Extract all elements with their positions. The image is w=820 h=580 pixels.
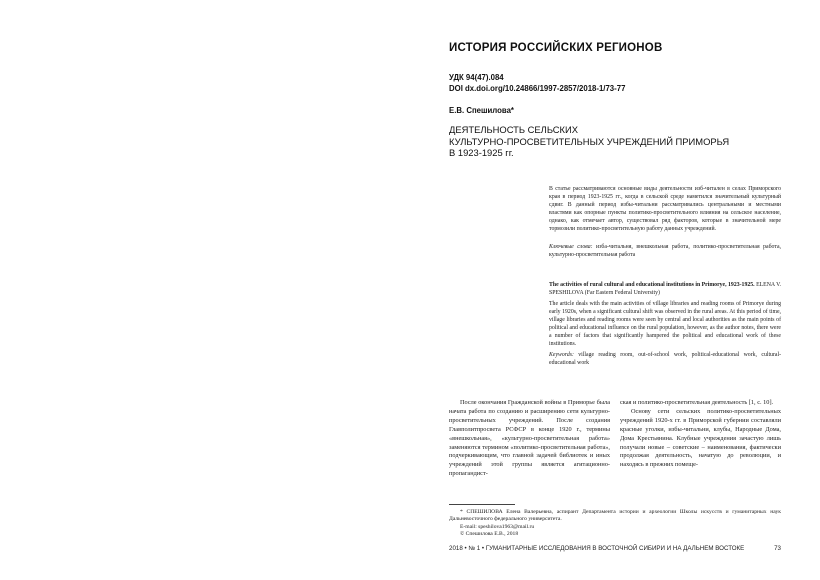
english-title-block <box>549 281 781 297</box>
keywords-en-label: Keywords: <box>549 352 574 358</box>
title-line: ДЕЯТЕЛЬНОСТЬ СЕЛЬСКИХ <box>449 124 579 135</box>
title-line: КУЛЬТУРНО-ПРОСВЕТИТЕЛЬНЫХ УЧРЕЖДЕНИЙ ПРИМОРЬЯ <box>449 135 730 147</box>
english-author: ELENA V. SPESHILOVA (Far Eastern Federal University) <box>549 282 781 296</box>
keywords-en <box>549 351 781 367</box>
section-rubric: ИСТОРИЯ РОССИЙСКИХ РЕГИОНОВ <box>449 42 663 54</box>
article-title <box>449 124 729 159</box>
author-footnote <box>449 509 781 538</box>
keywords-en-text: village reading room, out-of-school work, political-educational work, cultural-educational work <box>549 352 781 366</box>
journal-name: 2018 • № 1 • ГУМАНИТАРНЫЕ ИССЛЕДОВАНИЯ В ВОСТОЧНОЙ СИБИРИ И НА ДАЛЬНЕМ ВОСТОКЕ <box>449 545 745 552</box>
footnote-email[interactable]: E-mail: speshilova1963@mail.ru <box>460 523 535 530</box>
english-title: The activities of rural cultural and educational institutions in Primorye, 1923-1925. <box>549 282 755 288</box>
body-paragraph: ская и политико-просветительная деятельность [1, с. 10]. <box>620 399 774 406</box>
udk-code: УДК 94(47).084 <box>449 73 504 82</box>
keywords-ru <box>549 243 781 259</box>
keywords-ru-text: изба-читальня, внешкольная работа, политико-просветительная работа, культурно-просветительная работа <box>549 244 781 258</box>
footnote-copyright: © Спешилова Е.В., 2018 <box>460 530 519 537</box>
title-line: В 1923-1925 гг. <box>449 147 514 159</box>
body-paragraph: Основу сети сельских политико-просветительных учреждений 1920-х гг. в Приморской губернии составляли красные уголки, избы-читальни, клубы, Народные Дома, Дома Крестьянина. Клубные учреждения зачастую лишь получали новые – советские – наименования, фактически продолжая деятельность, начатую до революции, и находясь в прежних помеще- <box>620 407 781 469</box>
doi-link[interactable]: DOI dx.doi.org/10.24866/1997-2857/2018-1/73-77 <box>449 84 626 93</box>
page-number: 73 <box>774 545 781 552</box>
footnote-divider <box>449 504 515 505</box>
body-column-right <box>620 399 781 470</box>
keywords-ru-label: Ключевые слова: <box>549 244 593 250</box>
page-footer <box>449 545 781 552</box>
author-name: Е.В. Спешилова* <box>449 106 514 115</box>
abstract-en: The article deals with the main activities of village libraries and reading rooms of Primorye during early 1920s, when a significant cultural shift was observed in the rural areas. At this period of time, village libraries and reading rooms were seen by central and local authorities as the main points of political and educational influence on the rural population, however, as the author notes, there were a number of factors that significantly hampered the political and educational work of these institutions. <box>549 301 781 347</box>
footnote-affiliation: * СПЕШИЛОВА Елена Валерьевна, аспирант Департамента истории и археологии Школы искусств и гуманитарных наук Дальневосточного федерального университета. <box>449 509 781 523</box>
body-column-left: После окончания Гражданской войны в Приморье была начата работа по созданию и расширению сети культурно-просветительных учреждений. После создания Главполитпросвета РСФСР в конце 1920 г., термины «внешкольная», «культурно-просветительная работа» заменяются термином «политико-просветительная работа», подчеркивающим, что главной задачей библиотек и иных учреждений этой группы является агитационно-пропагандист- <box>449 399 610 478</box>
abstract-ru: В статье рассматриваются основные виды деятельности изб-читален в селах Приморского края в период 1923-1925 гг., когда в сельской среде наметился значительный культурный сдвиг. В данный период избы-читальни рассматривались центральными и местными властями как опорные пункты политико-просветительного влияния на сельское население, однако, как отмечает автор, существовал ряд факторов, которые в значительной мере тормозили политико-просветительную работу данных учреждений. <box>549 186 781 232</box>
